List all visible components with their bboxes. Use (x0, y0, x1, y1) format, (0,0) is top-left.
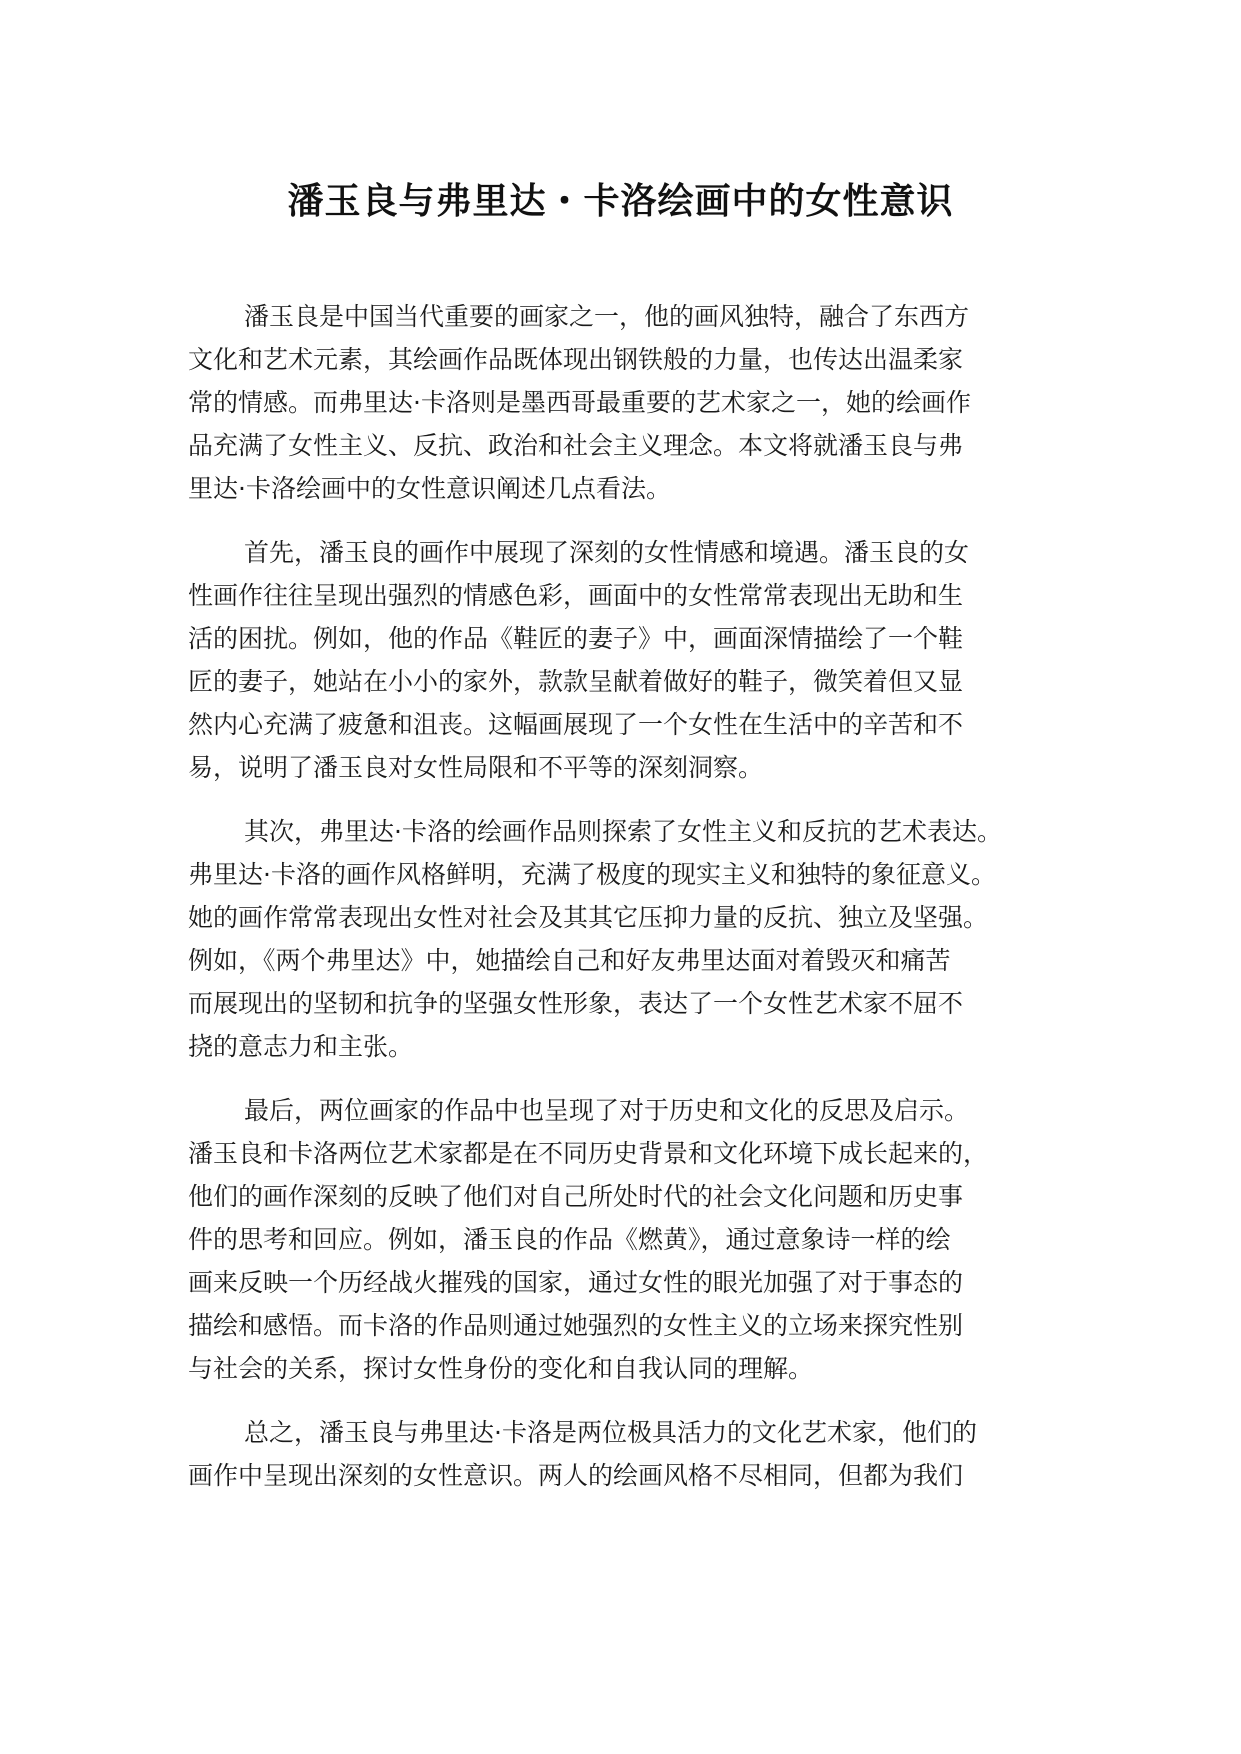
paragraph-third (188, 1089, 1088, 1390)
paragraph-intro (188, 295, 1088, 510)
text-line: 然内心充满了疲惫和沮丧。这幅画展现了一个女性在生活中的辛苦和不 (188, 710, 964, 739)
text-line: 例如，《两个弗里达》中，她描绘自己和好友弗里达面对着毁灭和痛苦 (188, 946, 951, 975)
text-line: 活的困扰。例如，他的作品《鞋匠的妻子》中，画面深情描绘了一个鞋 (188, 624, 964, 653)
text-line: 其次，弗里达·卡洛的绘画作品则探索了女性主义和反抗的艺术表达。 (244, 817, 1002, 846)
text-line: 常的情感。而弗里达·卡洛则是墨西哥最重要的艺术家之一，她的绘画作 (188, 388, 971, 417)
text-line: 品充满了女性主义、反抗、政治和社会主义理念。本文将就潘玉良与弗 (188, 431, 964, 460)
text-line: 易，说明了潘玉良对女性局限和不平等的深刻洞察。 (188, 753, 764, 782)
text-line: 文化和艺术元素，其绘画作品既体现出钢铁般的力量，也传达出温柔家 (188, 345, 964, 374)
text-line: 画来反映一个历经战火摧残的国家，通过女性的眼光加强了对于事态的 (188, 1268, 964, 1297)
text-line: 里达·卡洛绘画中的女性意识阐述几点看法。 (188, 474, 671, 503)
text-line: 描绘和感悟。而卡洛的作品则通过她强烈的女性主义的立场来探究性别 (188, 1311, 964, 1340)
text-line: 最后，两位画家的作品中也呈现了对于历史和文化的反思及启示。 (244, 1096, 970, 1125)
text-line: 总之，潘玉良与弗里达·卡洛是两位极具活力的文化艺术家，他们的 (244, 1418, 977, 1447)
document-title: 潘玉良与弗里达・卡洛绘画中的女性意识 (287, 181, 954, 222)
text-line: 挠的意志力和主张。 (188, 1032, 414, 1061)
text-line: 性画作往往呈现出强烈的情感色彩，画面中的女性常常表现出无助和生 (188, 581, 964, 610)
text-line: 而展现出的坚韧和抗争的坚强女性形象，表达了一个女性艺术家不屈不 (188, 989, 964, 1018)
text-line: 弗里达·卡洛的画作风格鲜明，充满了极度的现实主义和独特的象征意义。 (188, 860, 996, 889)
text-line: 件的思考和回应。例如，潘玉良的作品《燃黄》，通过意象诗一样的绘 (188, 1225, 951, 1254)
text-line: 他们的画作深刻的反映了他们对自己所处时代的社会文化问题和历史事 (188, 1182, 964, 1211)
text-line: 与社会的关系，探讨女性身份的变化和自我认同的理解。 (188, 1354, 814, 1383)
paragraph-first (188, 531, 1088, 789)
text-line: 潘玉良是中国当代重要的画家之一，他的画风独特，融合了东西方 (244, 302, 970, 331)
text-line: 首先，潘玉良的画作中展现了深刻的女性情感和境遇。潘玉良的女 (244, 538, 970, 567)
text-line: 潘玉良和卡洛两位艺术家都是在不同历史背景和文化环境下成长起来的， (188, 1139, 989, 1168)
paragraph-second (188, 810, 1088, 1068)
text-line: 画作中呈现出深刻的女性意识。两人的绘画风格不尽相同，但都为我们 (188, 1461, 964, 1490)
document-body (188, 295, 1088, 1518)
text-line: 匠的妻子，她站在小小的家外，款款呈献着做好的鞋子，微笑着但又显 (188, 667, 964, 696)
paragraph-conclusion (188, 1411, 1088, 1497)
text-line: 她的画作常常表现出女性对社会及其其它压抑力量的反抗、独立及坚强。 (188, 903, 989, 932)
